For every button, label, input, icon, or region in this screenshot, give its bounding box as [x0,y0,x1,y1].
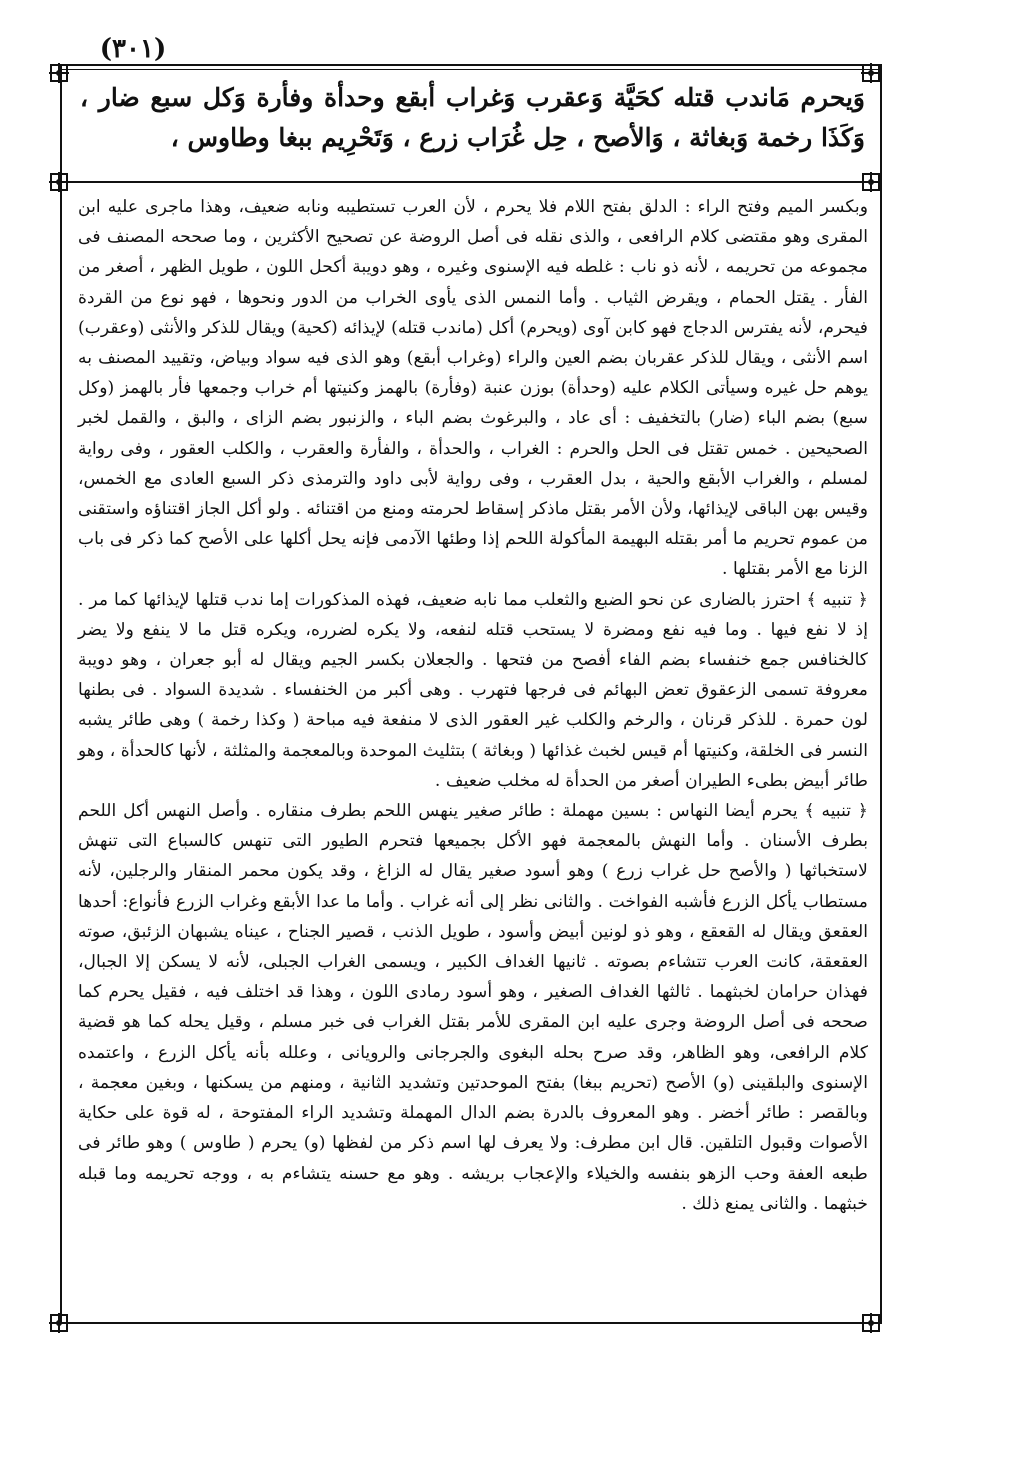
sharh-paragraph-tanbih: ﴿ تنبيه ﴾ احترز بالضارى عن نحو الضبع والثعلب مما نابه ضعيف، فهذه المذكورات إما ندب قتلها لإيذائها كما مر . إذ لا نفع فيها . وما فيه نفع ومضرة لا يستحب قتله لنفعه، ولا يكره لضرره، ويكره قتل ما لا ينفع ولا يضر كالخنافس جمع خنفساء بضم الفاء أفصح من فتحها . والجعلان بكسر الجيم ويقال له أبو جعران ، وهو دويبة معروفة تسمى الزعقوق تعض البهائم فى فرجها فتهرب . وهى أكبر من الخنفساء . شديدة السواد . فى بطنها لون حمرة . للذكر قرنان ، والرخم والكلب غير العقور الذى لا منفعة فيه مباحة ( وكذا رخمة ) وهى طائر يشبه النسر فى الخلقة، وكنيتها أم قيس لخبث غذائها ( وبغاثة ) بتثليث الموحدة وبالمعجمة والمثلثة ، لأنها كالحدأة ، وهو طائر أبيض بطىء الطيران أصغر من الحدأة له مخلب ضعيف . [78,589,868,791]
separator-ornament-icon [48,171,70,193]
page-number: (٣٠١) [99,34,167,64]
frame-right-border [880,64,882,1324]
separator-ornament-icon [860,171,882,193]
corner-ornament-icon [860,1312,882,1334]
matn-text: وَيحرم مَاندب قتله كحَيَّة وَعقرب وَغراب أبقع وحدأة وفأرة وَكل سبع ضار ، وَكَذَا رخمة وَبغاثة ، وَالأصح ، حِل غُرَاب زرع ، وَتَحْرِيم ببغا وطاوس ، [80,83,865,152]
frame-top-inner-border [62,69,882,70]
sharh-paragraph-tanbih: ﴿ تنبيه ﴾ يحرم أيضا النهاس : بسين مهملة : طائر صغير ينهس اللحم بطرف منقاره . وأصل النهس أكل اللحم بطرف الأسنان . وأما النهش بالمعجمة فهو الأكل بجميعها فتحرم الطيور التى تنهس كالسباع التى تنهش لاستخباثها ( والأصح حل غراب زرع ) وهو أسود صغير يقال له الزاغ ، وقد يكون محمر المنقار والرجلين، لأنه مستطاب يأكل الزرع فأشبه الفواخت . والثانى نظر إلى أنه غراب . وأما ما عدا الأبقع وغراب الزرع فأنواع: أحدها العقعق ويقال له القعقع ، وهو ذو لونين أبيض وأسود ، طويل الذنب ، قصير الجناح ، عيناه يشبهان الزئبق، صوته العقعقة، كانت العرب تتشاءم بصوته . ثانيها الغداف الكبير ، ويسمى الغراب الجبلى، لأنه لا يسكن إلا الجبال، فهذان حرامان لخبثهما . ثالثها الغداف الصغير ، وهو أسود رمادى اللون ، وهذا قد اختلف فيه ، فقيل يحرم كما صححه فى أصل الروضة وجرى عليه ابن المقرى للأمر بقتل الغراب فى خبر مسلم ، وقيل يحله كما هو قضية كلام الرافعى، وهو الظاهر، وقد صرح بحله البغوى والجرجانى والرويانى ، وعلله بأنه يأكل الزرع ، واعتمده الإسنوى والبلقينى (و) الأصح (تحريم ببغا) بفتح الموحدتين وتشديد الثانية ، ومنهم من يسكنها ، وبغين معجمة ، وبالقصر : طائر أخضر . وهو المعروف بالدرة بضم الدال المهملة وتشديد الراء المفتوحة ، له قوة على حكاية الأصوات وقبول التلقين. قال ابن مطرف: ولا يعرف لها اسم ذكر من لفظها (و) يحرم ( طاوس ) وهو طائر فى طبعه العفة وحب الزهو بنفسه والخيلاء والإعجاب بريشه . وهو مع حسنه يتشاءم به ، ووجه تحريمه وما قبله خبثهما . والثانى يمنع ذلك . [78,801,869,1214]
frame-bottom-border [62,1322,862,1324]
sharh-paragraph: وبكسر الميم وفتح الراء : الدلق بفتح اللام فلا يحرم ، لأن العرب تستطيبه ونابه ضعيف، وهذا ماجرى عليه ابن المقرى وهو مقتضى كلام الرافعى ، والذى نقله فى أصل الروضة عن تصحيح الأكثرين ، وما صححه المصنف فى مجموعه من تحريمه ، لأنه ذو ناب : غلطه فيه الإسنوى وغيره ، وهو دويبة أكحل اللون ، طويل الظهر ، أصغر من الفأر . يقتل الحمام ، ويقرض الثياب . وأما النمس الذى يأوى الخراب من الدور ونحوها ، فهو نوع من القردة فيحرم، لأنه يفترس الدجاج فهو كابن آوى (ويحرم) أكل (ماندب قتله) لإيذائه (كحية) ويقال للذكر والأنثى (وعقرب) اسم الأنثى ، ويقال للذكر عقربان بضم العين والراء (وغراب أبقع) وهو الذى فيه سواد وبياض، وتقييد المصنف به يوهم حل غيره وسيأتى الكلام عليه (وحدأة) بوزن عنبة (وفأرة) بالهمز وكنيتها أم خراب وجمعها فأر بالهمز (وكل سبع) بضم الباء (ضار) بالتخفيف : أى عاد ، والبرغوث بضم الباء ، والزنبور بضم الزاى ، والبق ، والقمل لخبر الصحيحين . خمس تقتل فى الحل والحرم : الغراب ، والحدأة ، والفأرة والعقرب ، والكلب العقور ، وفى رواية لمسلم ، والغراب الأبقع والحية ، بدل العقرب ، وفى رواية لأبى داود والترمذى ذكر السبع العادى مع الخمس، وقيس بهن الباقى لإيذائها، ولأن الأمر بقتل ماذكر إسقاط لحرمته ومنع من اقتنائه . ولو أكل الجاز اقتناؤه واستقنى من عموم تحريم ما أمر بقتله البهيمة المأكولة اللحم إذا وطئها الآدمى فإنه يحل أكلها على الأصح كما ذكر فى باب الزنا مع الأمر بقتلها . [78,197,868,580]
sharh-text [78,192,868,1219]
matn-sharh-separator [62,181,882,183]
corner-ornament-icon [48,62,70,84]
frame-top-border [62,64,882,66]
frame-left-border [60,64,62,1324]
